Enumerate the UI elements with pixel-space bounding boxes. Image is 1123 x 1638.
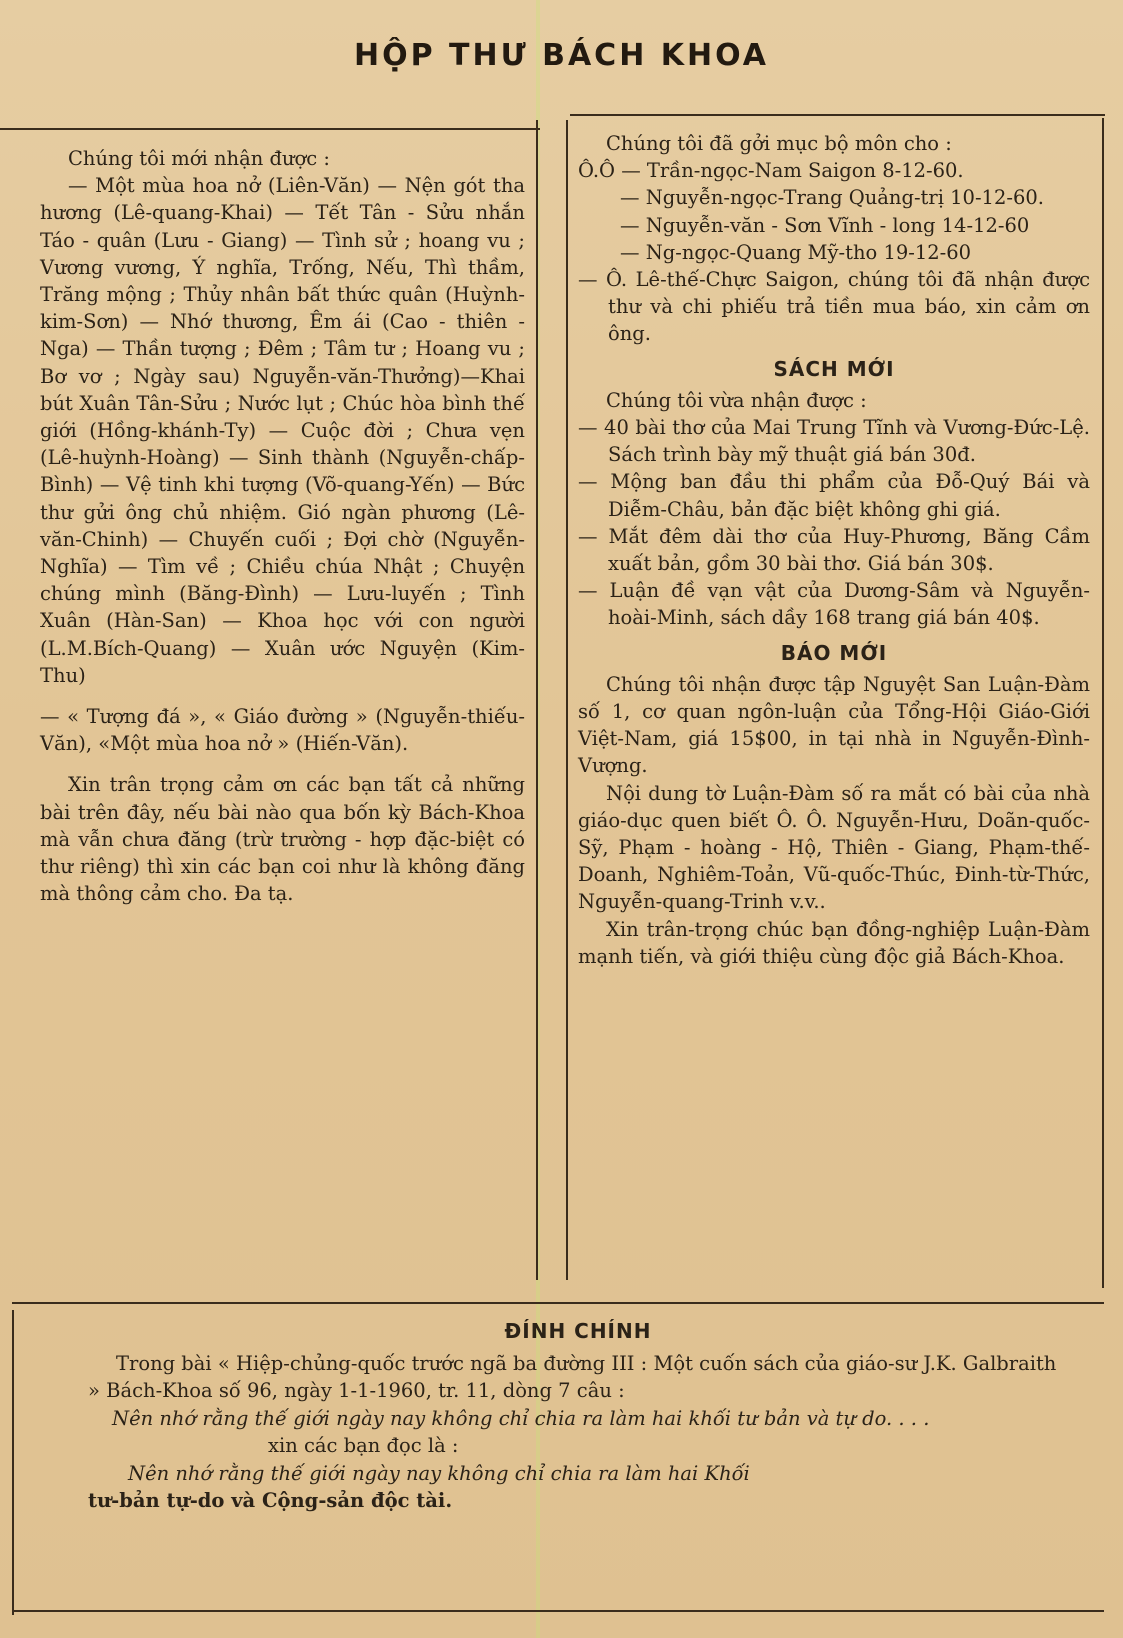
book-item: — 40 bài thơ của Mai Trung Tĩnh và Vương-Đức-Lệ. Sách trình bày mỹ thuật giá bán 30đ. — [578, 416, 1090, 467]
erratum-box — [88, 1318, 1068, 1515]
right-column — [578, 130, 1090, 970]
book-item: — Mộng ban đầu thi phẩm của Đỗ-Quý Bái và Diễm-Châu, bản đặc biệt không ghi giá. — [578, 470, 1090, 521]
page-title: HỘP THƯ BÁCH KHOA — [353, 38, 770, 73]
left-column — [40, 145, 525, 907]
erratum-correct: Nên nhớ rằng thế giới ngày nay không chỉ chia ra làm hai Khối — [128, 1461, 750, 1485]
paper-paragraph: Xin trân-trọng chúc bạn đồng-nghiệp Luận-Đàm mạnh tiến, và giới thiệu cùng độc giả Bách-Khoa. — [578, 917, 1090, 968]
box-border — [12, 1310, 14, 1615]
sent-item: — Nguyễn-ngọc-Trang Quảng-trị 10-12-60. — [620, 186, 1044, 210]
erratum-fix-intro: xin các bạn đọc là : — [268, 1434, 459, 1457]
divider — [12, 1302, 1104, 1304]
sent-item: Ô.Ô — Trần-ngọc-Nam Saigon 8-12-60. — [578, 159, 964, 183]
paper-paragraph: Chúng tôi nhận được tập Nguyệt San Luận-Đàm số 1, cơ quan ngôn-luận của Tổng-Hội Giáo-Giới Việt-Nam, giá 15$00, in tại nhà in Nguyễn-Đình-Vượng. — [578, 672, 1090, 778]
sent-item: — Ng-ngọc-Quang Mỹ-tho 19-12-60 — [620, 240, 972, 264]
divider — [0, 128, 540, 130]
received-intro: Chúng tôi mới nhận được : — [68, 147, 330, 170]
received-works: — Một mùa hoa nở (Liên-Văn) — Nện gót tha hương (Lê-quang-Khai) — Tết Tân - Sửu nhắn Táo - quân (Lưu - Giang) — Tình sử ; hoang vu ; Vương vương, Ý nghĩa, Trống, Nếu, Thì thầm, Trăng mộng ; Thủy nhân bất thức quân (Huỳnh-kim-Sơn) — Nhớ thương, Êm ái (Cao - thiên - Nga) — Thần tượng ; Đêm ; Tâm tư ; Hoang vu ; Bơ vơ ; Ngày sau) Nguyễn-văn-Thưởng)—Khai bút Xuân Tân-Sửu ; Nước lụt ; Chúc hòa bình thế giới (Hồng-khánh-Ty) — Cuộc đời ; Chưa vẹn (Lê-huỳnh-Hoàng) — Sinh thành (Nguyễn-chấp-Bình) — Vệ tinh khi tượng (Võ-quang-Yến) — Bức thư gửi ông chủ nhiệm. Gió ngàn phương (Lê-văn-Chinh) — Chuyến cuối ; Đợi chờ (Nguyễn-Nghĩa) — Tìm về ; Chiều chúa Nhật ; Chuyện chúng mình (Băng-Đình) — Lưu-luyến ; Tình Xuân (Hàn-San) — Khoa học với con người (L.M.Bích-Quang) — Xuân ước Nguyện (Kim-Thu) — [40, 174, 525, 687]
column-border — [1102, 118, 1104, 1288]
sent-item: — Nguyễn-văn - Sơn Vĩnh - long 14-12-60 — [620, 213, 1030, 237]
paper-paragraph: Nội dung tờ Luận-Đàm số ra mắt có bài của nhà giáo-dục quen biết Ô. Ô. Nguyễn-Hưu, Doãn-quốc-Sỹ, Phạm - hoàng - Hộ, Thiên - Giang, Phạm-thế-Doanh, Nghiêm-Toản, Vũ-quốc-Thúc, Đinh-từ-Thức, Nguyễn-quang-Trinh v.v.. — [578, 781, 1090, 914]
column-divider — [536, 120, 538, 1280]
sent-intro: Chúng tôi đã gởi mục bộ môn cho : — [606, 132, 952, 155]
divider — [12, 1610, 1104, 1612]
subscription-note: — Ô. Lê-thế-Chực Saigon, chúng tôi đã nhận được thư và chi phiếu trả tiền mua báo, xin cảm ơn ông. — [578, 268, 1090, 346]
column-divider — [566, 120, 568, 1280]
section-heading-papers: BÁO MỚI — [780, 640, 888, 665]
erratum-correct-2: tư-bản tự-do và Cộng-sản độc tài. — [88, 1489, 453, 1512]
divider — [570, 114, 1105, 116]
books-intro: Chúng tôi vừa nhận được : — [606, 388, 867, 412]
thanks-note: Xin trân trọng cảm ơn các bạn tất cả những bài trên đây, nếu bài nào qua bốn kỳ Bách-Khoa mà vẫn chưa đăng (trừ trường - hợp đặc-biệt có thư riêng) thì xin các bạn coi như là không đăng mà thông cảm cho. Đa tạ. — [40, 773, 525, 906]
book-item: — Mắt đêm dài thơ của Huy-Phương, Băng Cầm xuất bản, gồm 30 bài thơ. Giá bán 30$. — [578, 524, 1090, 576]
section-heading-erratum: ĐÍNH CHÍNH — [504, 1319, 652, 1343]
section-heading-books: SÁCH MỚI — [773, 356, 895, 381]
received-works-2: — « Tượng đá », « Giáo đường » (Nguyễn-thiếu-Văn), «Một mùa hoa nở » (Hiến-Văn). — [40, 705, 525, 756]
erratum-wrong: Nên nhớ rằng thế giới ngày nay không chỉ chia ra làm hai khối tư bản và tự do. . . . — [112, 1406, 930, 1430]
book-item: — Luận đề vạn vật của Dương-Sâm và Nguyễn-hoài-Minh, sách dầy 168 trang giá bán 40$. — [578, 579, 1090, 630]
erratum-paragraph: Trong bài « Hiệp-chủng-quốc trước ngã ba đường III : Một cuốn sách của giáo-sư J.K. Galbraith » Bách-Khoa số 96, ngày 1-1-1960, tr. 11, dòng 7 câu : — [88, 1351, 1057, 1402]
